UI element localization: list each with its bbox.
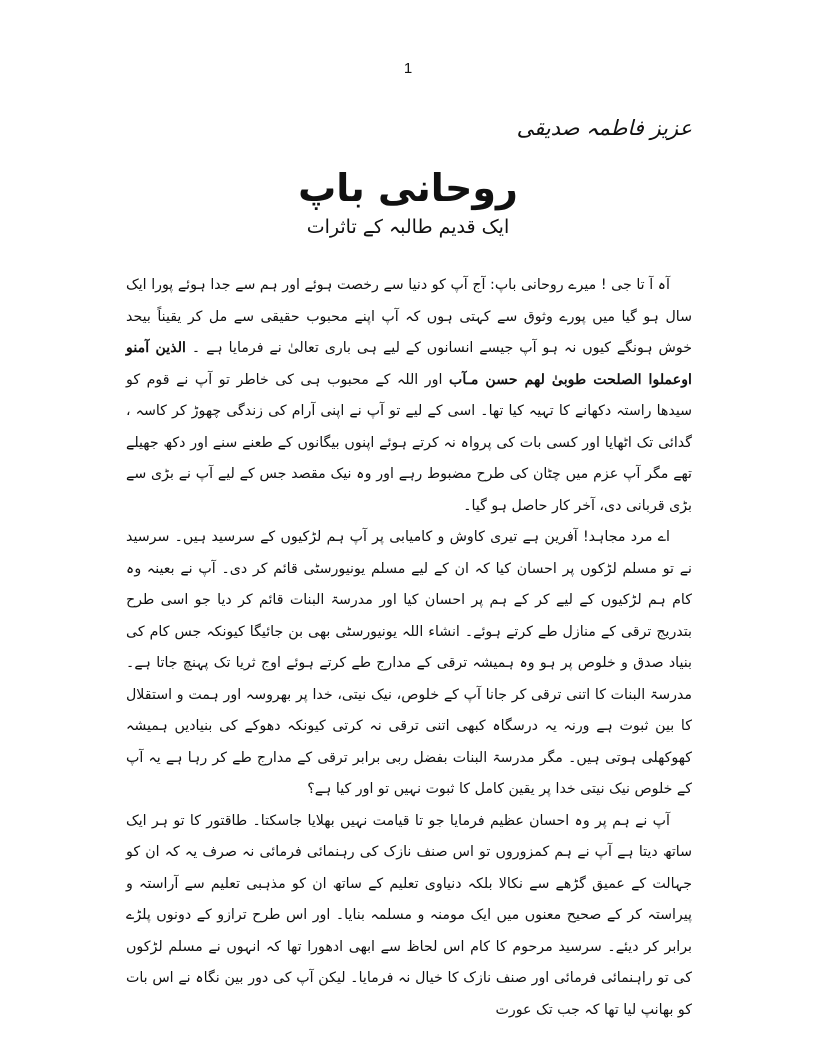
paragraph-1-text-before: آہ آ تا جی ! میرے روحانی باپ: آج آپ کو دنیا سے رخصت ہوئے اور ہم سے جدا ہوئے پورا ایک سال ہو گیا میں پورے وثوق سے کہتی ہوں کہ آپ اپنے محبوب حقیقی سے مل کر یقیناً بیحد خوش ہونگے کیوں نہ ہو آپ جیسے انسانوں کے لیے ہی باری تعالیٰ نے فرمایا ہے ۔ — [126, 277, 692, 356]
paragraph-1-text-after: اور اللہ کے محبوب ہی کی خاطر تو آپ نے قوم کو سیدھا راستہ دکھانے کا تہیہ کیا تھا۔ اسی کے لیے تو آپ نے اپنی آرام کی زندگی چھوڑ کر کاسہ ، گدائی تک اٹھایا اور کسی بات کی پرواہ نہ کرتے ہوئے اپنوں بیگانوں کے طعنے سنے اور دکھ جھیلے تھے مگر آپ عزم میں چٹان کی طرح مضبوط رہے اور وہ نیک مقصد جس کے لیے آپ نے بڑی سے بڑی قربانی دی، آخر کار حاصل ہو گیا۔ — [126, 371, 692, 514]
paragraph-2-text: اے مرد مجاہد! آفرین ہے تیری کاوش و کامیابی پر آپ ہم لڑکیوں کے سرسید ہیں۔ سرسید نے تو مسلم لڑکوں پر احسان کیا کہ ان کے لیے مسلم یونیورسٹی قائم کر دی۔ آپ نے بعینہ وہ کام ہم لڑکیوں کے لیے کر کے ہم پر احسان کیا اور مدرسۃ البنات قائم کر دیا جو اسی طرح بتدریج ترقی کے منازل طے کرتے ہوئے۔ انشاء اللہ یونیورسٹی بھی بن جائیگا کیونکہ جس کام کی بنیاد صدق و خلوص پر ہو وہ ہمیشہ ترقی کے مدارج طے کرتے ہوئے اوج ثریا تک پہنچ جاتا ہے۔ مدرسۃ البنات کا اتنی ترقی کر جانا آپ کے خلوص، نیک نیتی، خدا پر بھروسہ اور ہمت و استقلال کا بین ثبوت ہے ورنہ یہ درسگاہ کبھی اتنی ترقی نہ کرتی کیونکہ دھوکے کی بنیادیں ہمیشہ کھوکھلی ہوتی ہیں۔ مگر مدرسۃ البنات بفضل ربی برابر ترقی کے مدارج طے کر رہا ہے یہ آپ کے خلوص نیک نیتی خدا پر یقین کامل کا ثبوت نہیں تو اور کیا ہے؟ — [126, 529, 692, 797]
article-body — [126, 270, 692, 1026]
paragraph-3-text: آپ نے ہم پر وہ احسان عظیم فرمایا جو تا قیامت نہیں بھلایا جاسکتا۔ طاقتور کا تو ہر ایک ساتھ دیتا ہے آپ نے ہم کمزوروں تو اس صنف نازک کی رہنمائی فرمائی نہ صرف یہ کہ ان کو جہالت کے عمیق گڑھے سے نکالا بلکہ دنیاوی تعلیم کے ساتھ ان کو مذہبی تعلیم سے آراستہ و پیراستہ کر کے صحیح معنوں میں ایک مومنہ و مسلمہ بنایا۔ اور اس طرح ترازو کے دونوں پلڑے برابر کر دیئے۔ سرسید مرحوم کا کام اس لحاظ سے ابھی ادھورا تھا کہ انہوں نے مسلم لڑکوں کی تو راہنمائی فرمائی اور صنف نازک کا خیال نہ فرمایا۔ لیکن آپ کی دور بین نگاہ نے اس بات کو بھانپ لیا تھا کہ جب تک عورت — [126, 812, 692, 1018]
paragraph-3 — [126, 806, 692, 1027]
page-title: روحانی باپ — [298, 166, 518, 210]
page-subtitle: ایک قدیم طالبہ کے تاثرات — [306, 216, 510, 238]
author-name: عزیز فاطمہ صدیقی — [516, 116, 692, 140]
quranic-verse: الذین آمنو اوعملوا الصلحت طوبیٰ لھم حسن مـآب — [126, 340, 692, 388]
page-number: 1 — [403, 60, 413, 77]
paragraph-2 — [126, 522, 692, 806]
paragraph-1 — [126, 270, 692, 522]
